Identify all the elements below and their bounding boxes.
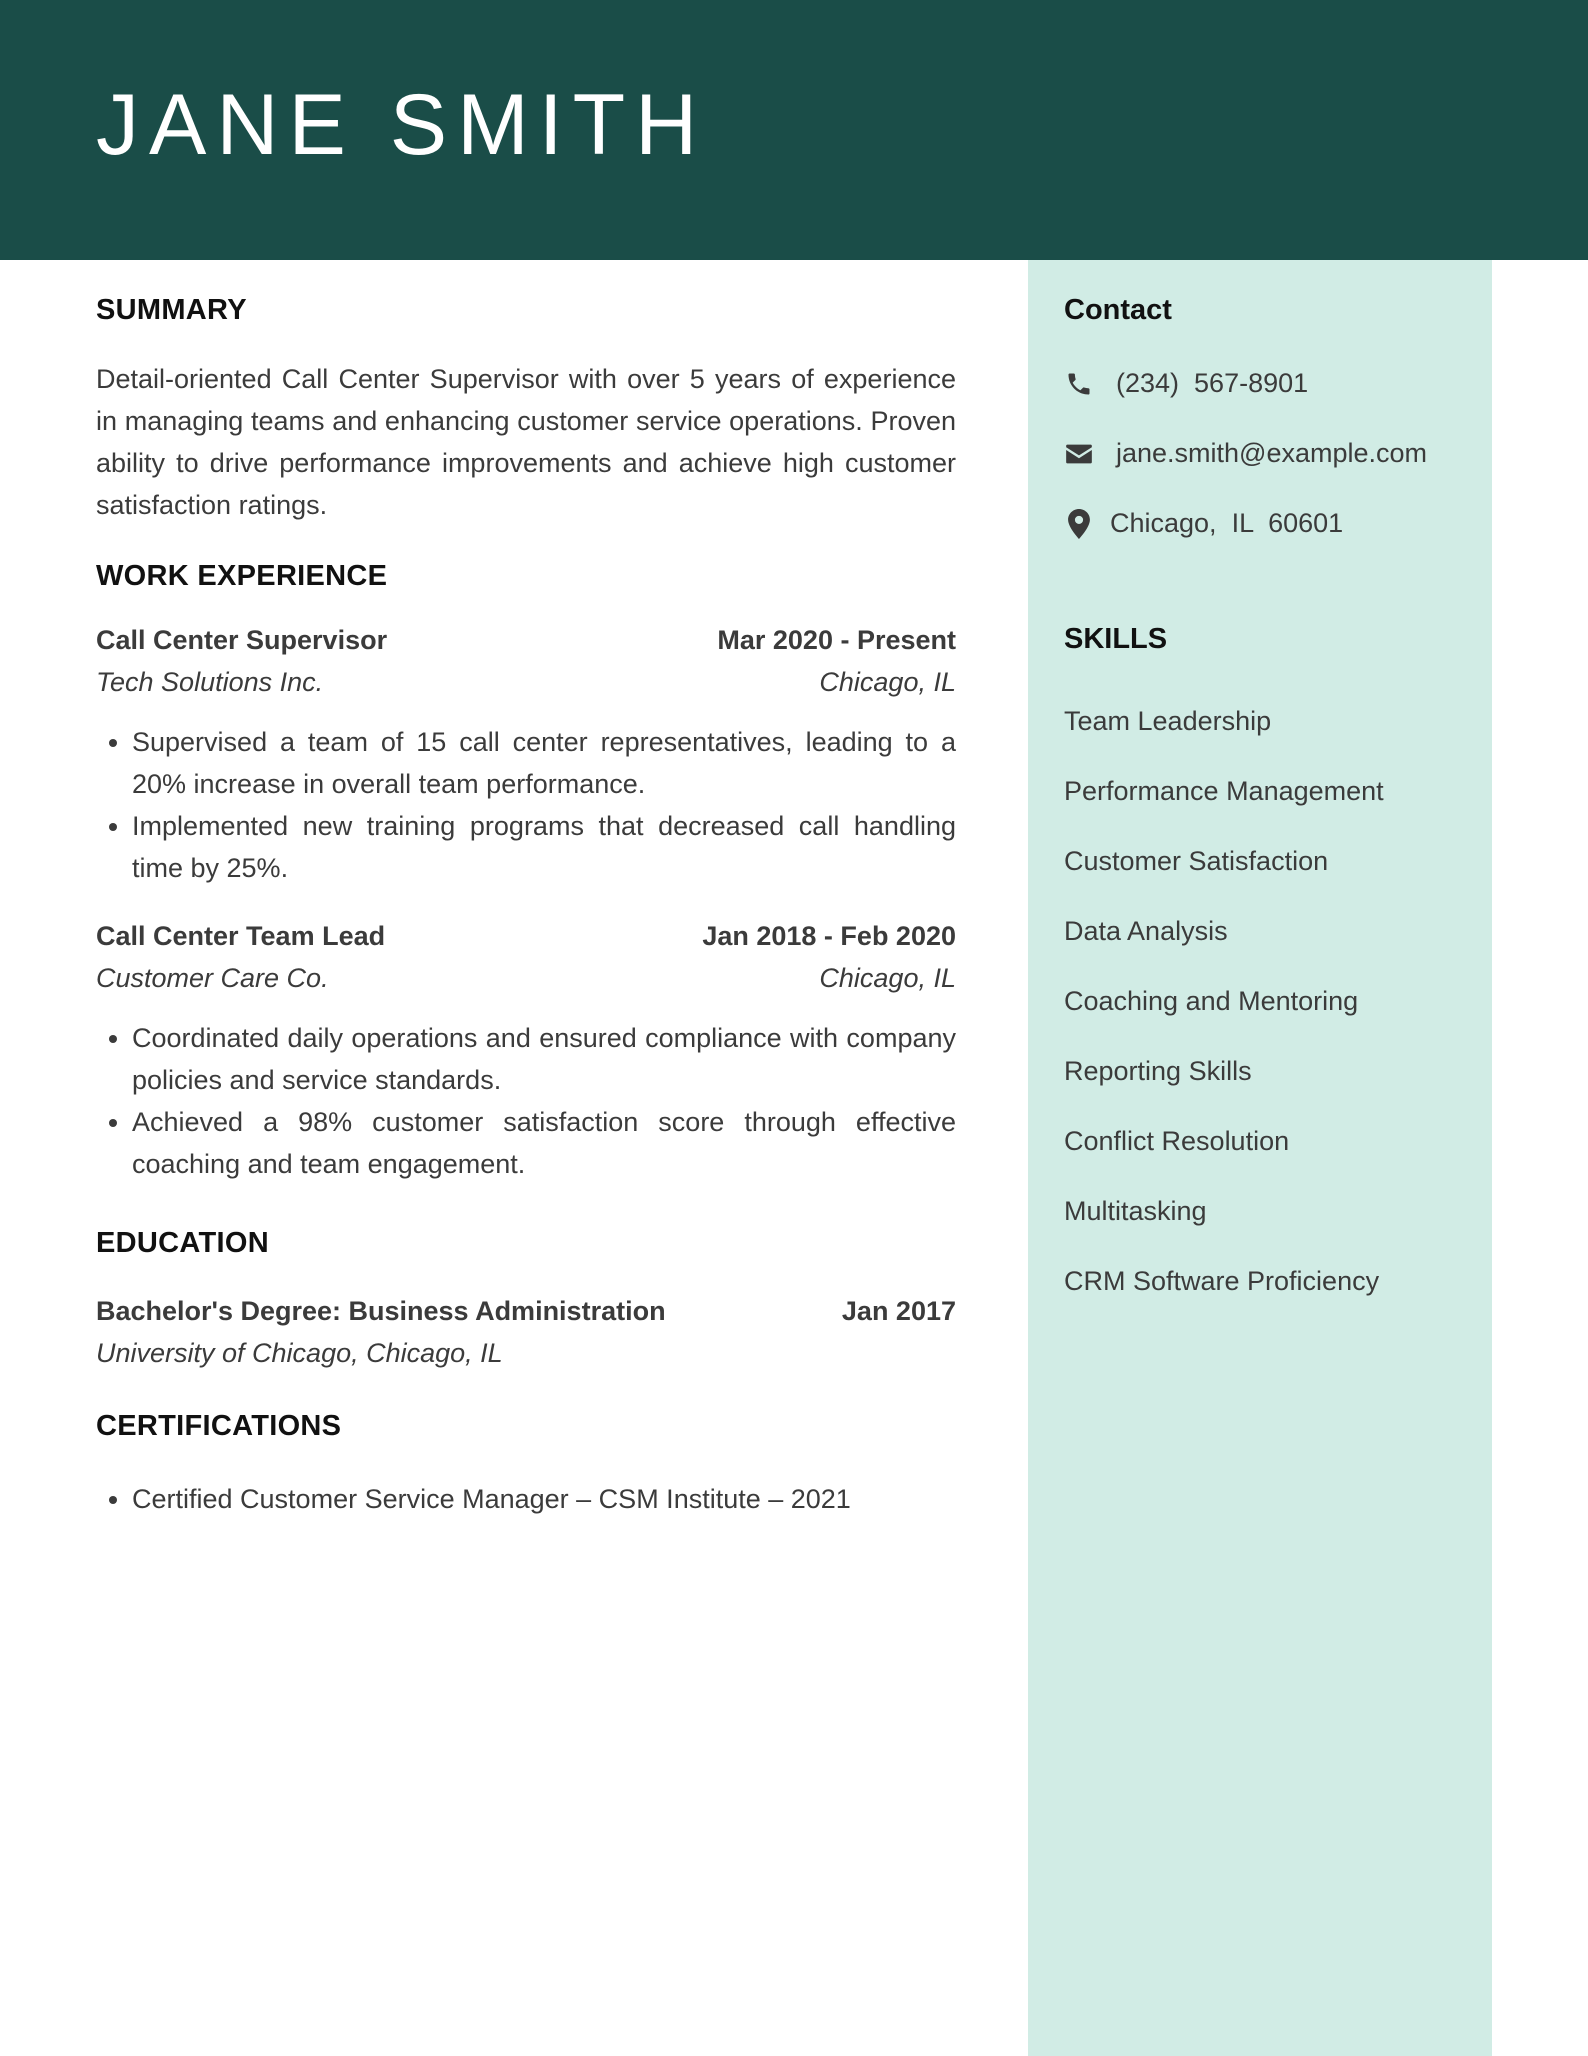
resume-header [0,0,1588,260]
job-header-row [96,625,956,667]
job-subheader-row [96,963,956,1005]
job-dates: Jan 2018 - Feb 2020 [702,921,956,951]
education-entry [96,1296,956,1380]
education-heading: EDUCATION [96,1227,269,1259]
job-location: Chicago, IL [819,667,956,697]
job-header-row [96,921,956,963]
summary-text: Detail-oriented Call Center Supervisor with over 5 years of experience in managing teams and enhancing customer service operations. Proven ability to drive performance improvements and achieve high customer satisfaction ratings. [96,364,956,520]
job-bullet: • Coordinated daily operations and ensured compliance with company policies and service standards. [132,1017,956,1101]
certification-item: • Certified Customer Service Manager – CSM Institute – 2021 [132,1478,956,1520]
contact-location [1064,508,1343,539]
job-bullet: • Supervised a team of 15 call center representatives, leading to a 20% increase in overall team performance. [132,721,956,805]
certifications-heading: CERTIFICATIONS [96,1410,342,1442]
summary-heading: SUMMARY [96,294,247,326]
education-degree: Bachelor's Degree: Business Administration [96,1296,666,1326]
contact-phone [1064,368,1308,399]
certifications-list [96,1478,956,1520]
sidebar [1028,260,1492,2056]
job-company: Customer Care Co. [96,963,329,993]
education-subheader-row [96,1338,956,1380]
skill-item: CRM Software Proficiency [1064,1266,1380,1296]
phone-icon [1064,369,1094,399]
contact-email-text: jane.smith@example.com [1116,438,1428,468]
skill-item: Multitasking [1064,1196,1207,1226]
job-title: Call Center Supervisor [96,625,388,655]
contact-phone-text: (234) 567-8901 [1116,368,1309,398]
work-experience-heading: WORK EXPERIENCE [96,560,388,592]
education-date: Jan 2017 [841,1296,956,1326]
contact-location-text: Chicago, IL 60601 [1110,508,1344,538]
education-header-row [96,1296,956,1338]
skill-item: Coaching and Mentoring [1064,986,1359,1016]
job-dates: Mar 2020 - Present [717,625,956,655]
skill-item: Conflict Resolution [1064,1126,1290,1156]
envelope-icon [1064,439,1094,469]
map-marker-icon [1064,509,1094,539]
job-entry [96,921,956,1185]
job-bullet: • Achieved a 98% customer satisfaction score through effective coaching and team engagement. [132,1101,956,1185]
skills-heading: SKILLS [1064,623,1168,655]
job-company: Tech Solutions Inc. [96,667,324,697]
contact-email [1064,438,1427,469]
job-location: Chicago, IL [819,963,956,993]
skill-item: Reporting Skills [1064,1056,1252,1086]
candidate-name: JANE SMITH [96,77,708,173]
job-entry [96,625,956,889]
skill-item: Customer Satisfaction [1064,846,1329,876]
skill-item: Performance Management [1064,776,1384,806]
contact-heading: Contact [1064,294,1172,326]
job-bullets [96,1017,956,1185]
skill-item: Team Leadership [1064,706,1272,736]
education-school: University of Chicago, Chicago, IL [96,1338,503,1368]
job-bullets [96,721,956,889]
job-subheader-row [96,667,956,709]
skills-list [1064,686,1384,1316]
job-bullet: • Implemented new training programs that decreased call handling time by 25%. [132,805,956,889]
job-title: Call Center Team Lead [96,921,386,951]
certifications-section [96,1478,956,1520]
skill-item: Data Analysis [1064,916,1228,946]
